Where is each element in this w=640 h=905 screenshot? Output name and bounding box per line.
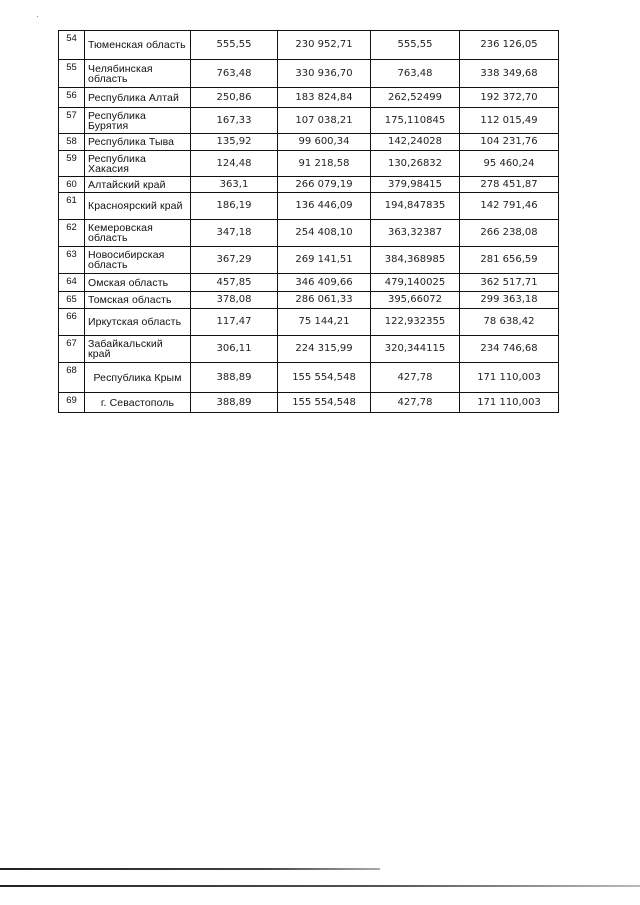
region-name: Тюменская область [85,31,191,60]
value-col-2: 254 408,10 [278,220,371,247]
region-name: Красноярский край [85,193,191,220]
row-number: 56 [59,88,85,108]
table-row [59,151,559,177]
value-col-1: 117,47 [191,309,278,336]
table-row [59,108,559,134]
table-row [59,31,559,60]
value-col-3: 379,98415 [371,177,460,193]
value-col-3: 130,26832 [371,151,460,177]
table-row [59,292,559,309]
value-col-3: 763,48 [371,60,460,88]
value-col-1: 378,08 [191,292,278,309]
value-col-4: 192 372,70 [460,88,559,108]
page-mark: · [36,12,39,21]
regional-data-table-wrapper [58,30,558,413]
value-col-1: 388,89 [191,363,278,393]
value-col-4: 338 349,68 [460,60,559,88]
row-number: 65 [59,292,85,309]
footer-rule [0,868,380,870]
value-col-2: 91 218,58 [278,151,371,177]
value-col-1: 167,33 [191,108,278,134]
value-col-2: 230 952,71 [278,31,371,60]
value-col-2: 346 409,66 [278,274,371,292]
value-col-2: 155 554,548 [278,393,371,413]
value-col-4: 78 638,42 [460,309,559,336]
value-col-4: 234 746,68 [460,336,559,363]
region-name: г. Севастополь [85,393,191,413]
row-number: 68 [59,363,85,393]
value-col-3: 384,368985 [371,247,460,274]
value-col-2: 330 936,70 [278,60,371,88]
value-col-1: 363,1 [191,177,278,193]
value-col-3: 320,344115 [371,336,460,363]
value-col-3: 427,78 [371,363,460,393]
value-col-2: 155 554,548 [278,363,371,393]
value-col-3: 262,52499 [371,88,460,108]
value-col-1: 347,18 [191,220,278,247]
value-col-4: 299 363,18 [460,292,559,309]
region-name: Новосибирская область [85,247,191,274]
table-row [59,193,559,220]
row-number: 62 [59,220,85,247]
table-body [59,31,559,413]
value-col-4: 278 451,87 [460,177,559,193]
value-col-4: 112 015,49 [460,108,559,134]
region-name: Забайкальский край [85,336,191,363]
region-name: Республика Бурятия [85,108,191,134]
row-number: 59 [59,151,85,177]
table-row [59,220,559,247]
value-col-1: 135,92 [191,134,278,151]
value-col-1: 186,19 [191,193,278,220]
value-col-1: 457,85 [191,274,278,292]
value-col-2: 183 824,84 [278,88,371,108]
value-col-2: 99 600,34 [278,134,371,151]
row-number: 66 [59,309,85,336]
table-row [59,88,559,108]
region-name: Томская область [85,292,191,309]
value-col-4: 95 460,24 [460,151,559,177]
value-col-3: 555,55 [371,31,460,60]
row-number: 54 [59,31,85,60]
value-col-4: 281 656,59 [460,247,559,274]
value-col-4: 142 791,46 [460,193,559,220]
table-row [59,60,559,88]
table-row [59,247,559,274]
value-col-1: 555,55 [191,31,278,60]
region-name: Алтайский край [85,177,191,193]
value-col-3: 175,110845 [371,108,460,134]
row-number: 57 [59,108,85,134]
value-col-1: 367,29 [191,247,278,274]
value-col-3: 122,932355 [371,309,460,336]
table-row [59,336,559,363]
region-name: Челябинская область [85,60,191,88]
value-col-2: 136 446,09 [278,193,371,220]
value-col-1: 763,48 [191,60,278,88]
value-col-2: 269 141,51 [278,247,371,274]
row-number: 60 [59,177,85,193]
row-number: 64 [59,274,85,292]
table-row [59,274,559,292]
value-col-2: 286 061,33 [278,292,371,309]
region-name: Иркутская область [85,309,191,336]
table-row [59,363,559,393]
value-col-3: 479,140025 [371,274,460,292]
region-name: Омская область [85,274,191,292]
row-number: 58 [59,134,85,151]
footer-rule-bottom [0,885,640,887]
region-name: Республика Тыва [85,134,191,151]
value-col-3: 194,847835 [371,193,460,220]
value-col-2: 75 144,21 [278,309,371,336]
value-col-1: 250,86 [191,88,278,108]
value-col-4: 171 110,003 [460,393,559,413]
table-row [59,393,559,413]
value-col-3: 395,66072 [371,292,460,309]
value-col-3: 427,78 [371,393,460,413]
row-number: 63 [59,247,85,274]
value-col-2: 224 315,99 [278,336,371,363]
value-col-4: 362 517,71 [460,274,559,292]
value-col-4: 104 231,76 [460,134,559,151]
table-row [59,177,559,193]
regional-data-table [58,30,559,413]
value-col-4: 266 238,08 [460,220,559,247]
value-col-3: 142,24028 [371,134,460,151]
row-number: 55 [59,60,85,88]
value-col-1: 124,48 [191,151,278,177]
value-col-4: 171 110,003 [460,363,559,393]
value-col-1: 306,11 [191,336,278,363]
region-name: Кемеровская область [85,220,191,247]
table-row [59,134,559,151]
value-col-3: 363,32387 [371,220,460,247]
region-name: Республика Алтай [85,88,191,108]
region-name: Республика Крым [85,363,191,393]
value-col-1: 388,89 [191,393,278,413]
value-col-2: 107 038,21 [278,108,371,134]
row-number: 67 [59,336,85,363]
row-number: 61 [59,193,85,220]
value-col-2: 266 079,19 [278,177,371,193]
table-row [59,309,559,336]
value-col-4: 236 126,05 [460,31,559,60]
row-number: 69 [59,393,85,413]
region-name: Республика Хакасия [85,151,191,177]
